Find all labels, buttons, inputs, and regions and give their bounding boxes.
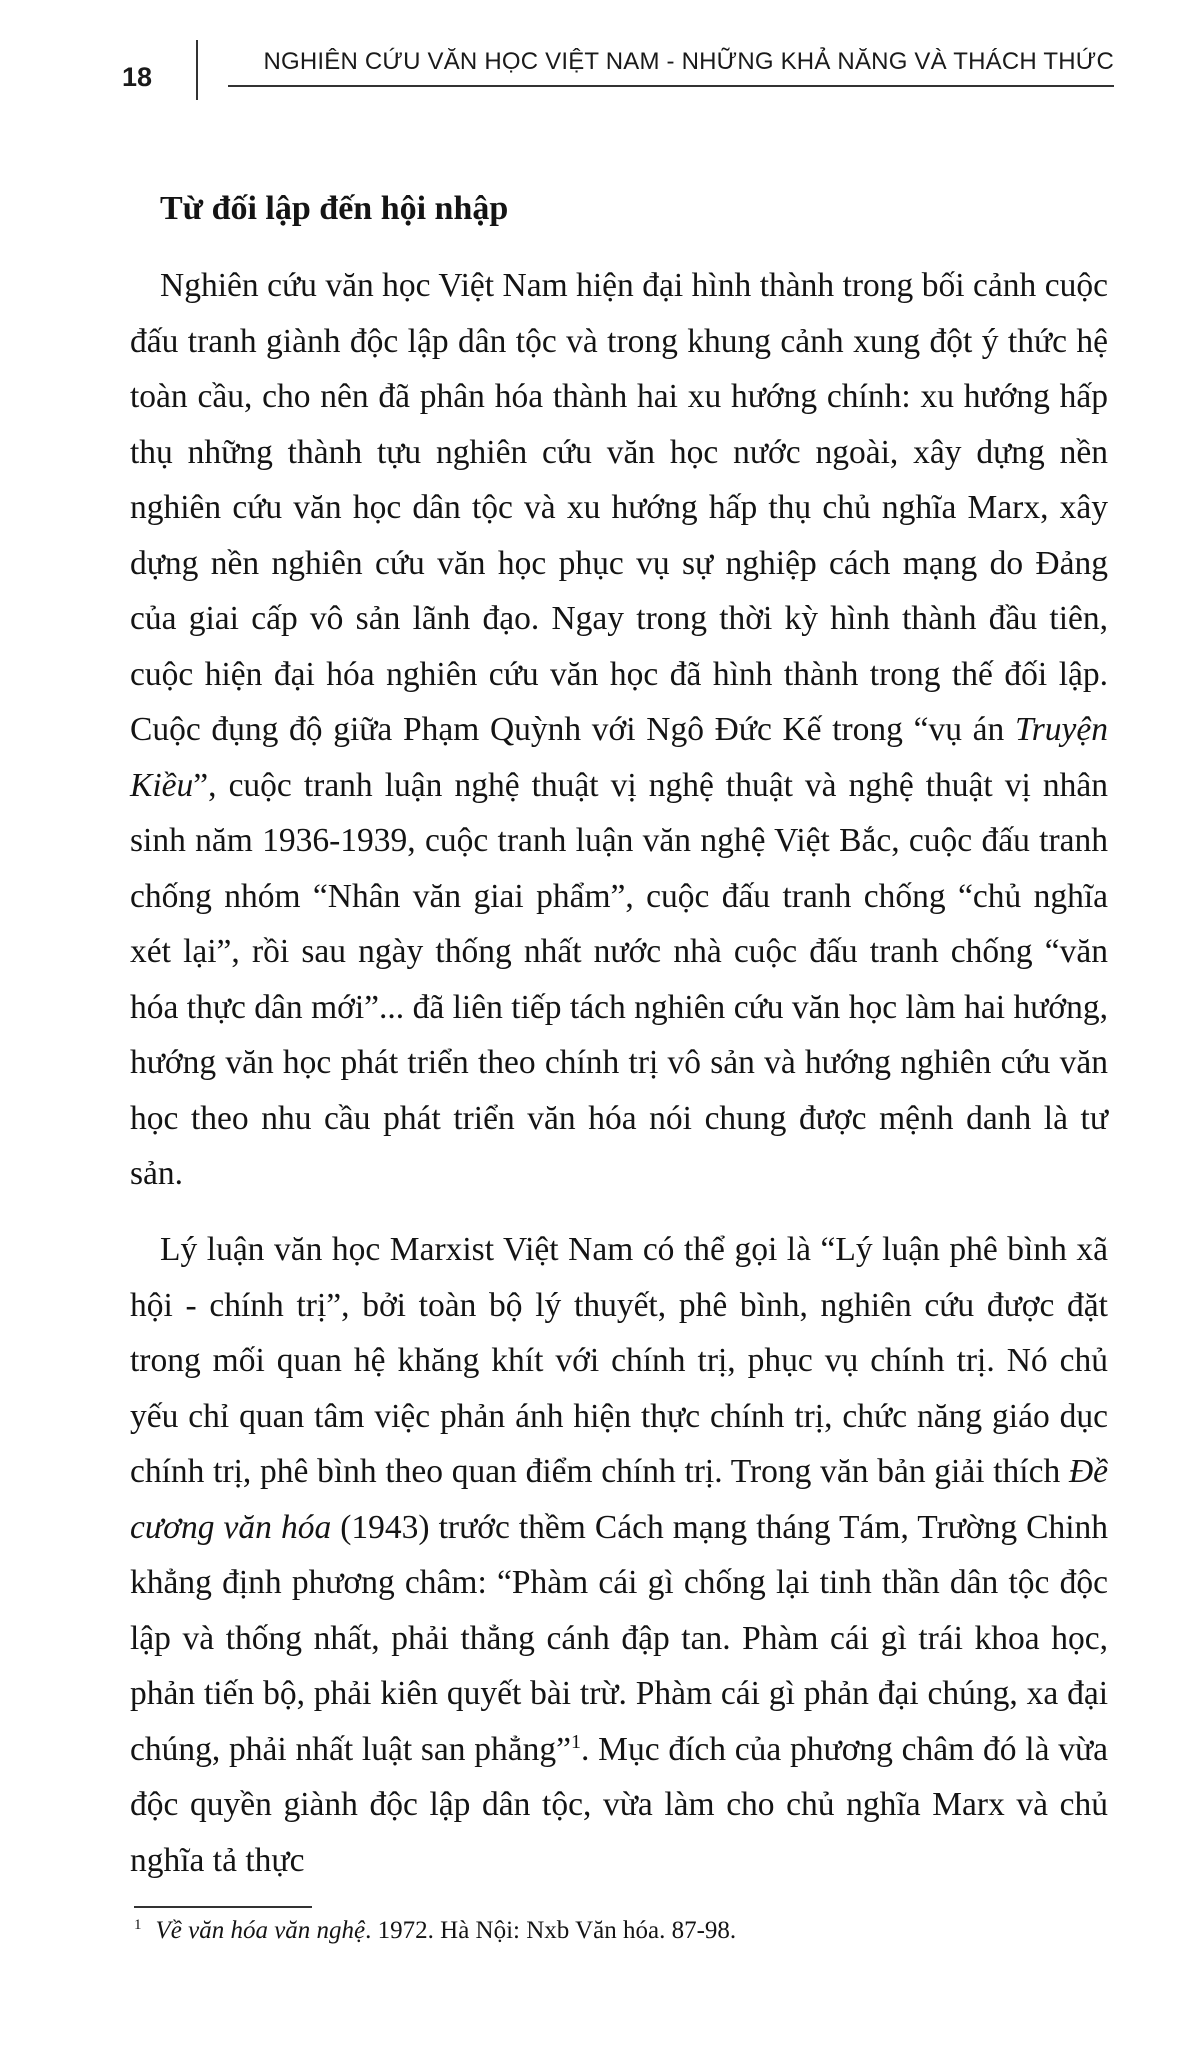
section-heading: Từ đối lập đến hội nhập xyxy=(160,190,509,227)
footnote xyxy=(134,1914,736,1948)
header-rule xyxy=(228,85,1114,87)
footnote-separator xyxy=(134,1906,312,1908)
italic-title: Đề cương văn hóa xyxy=(130,1453,1108,1546)
paragraph-text: Lý luận văn học Marxist Việt Nam có thể gọi là “Lý luận phê bình xã hội - chính trị”, bởi toàn bộ lý thuyết, phê bình, nghiên cứu được đặt trong mối quan hệ khăng khít với chính trị, phục vụ chính trị. Nó chủ yếu chỉ quan tâm việc phản ánh hiện thực chính trị, chức năng giáo dục chính trị, phê bình theo quan điểm chính trị. Trong văn bản giải thích xyxy=(130,1231,1108,1490)
italic-title: Truyện Kiều xyxy=(130,711,1108,804)
footnote-reference[interactable]: 1 xyxy=(571,1730,582,1753)
page-number: 18 xyxy=(122,62,153,92)
paragraph-text: Nghiên cứu văn học Việt Nam hiện đại hình thành trong bối cảnh cuộc đấu tranh giành độc lập dân tộc và trong khung cảnh xung đột ý thức hệ toàn cầu, cho nên đã phân hóa thành hai xu hướng chính: xu hướng hấp thụ những thành tựu nghiên cứu văn học nước ngoài, xây dựng nền nghiên cứu văn học dân tộc và xu hướng hấp thụ chủ nghĩa Marx, xây dựng nền nghiên cứu văn học phục vụ sự nghiệp cách mạng do Đảng của giai cấp vô sản lãnh đạo. Ngay trong thời kỳ hình thành đầu tiên, cuộc hiện đại hóa nghiên cứu văn học đã hình thành trong thế đối lập. Cuộc đụng độ giữa Phạm Quỳnh với Ngô Đức Kế trong “vụ án xyxy=(130,267,1108,748)
footnote-number: 1 xyxy=(134,1916,142,1933)
footnote-text: . 1972. Hà Nội: Nxb Văn hóa. 87-98. xyxy=(365,1917,737,1944)
header-divider xyxy=(196,40,198,100)
paragraph-text: . Mục đích của phương châm đó là vừa độc quyền giành độc lập dân tộc, vừa làm cho chủ nghĩa Marx và chủ nghĩa tả thực xyxy=(130,1730,1108,1879)
paragraph-text: (1943) trước thềm Cách mạng tháng Tám, Trường Chinh khẳng định phương châm: “Phàm cái gì chống lại tinh thần dân tộc độc lập và thống nhất, phải thẳng cánh đập tan. Phàm cái gì trái khoa học, phản tiến bộ, phải kiên quyết bài trừ. Phàm cái gì phản đại chúng, xa đại chúng, phải nhất luật san phẳng” xyxy=(130,1508,1109,1768)
paragraph-2 xyxy=(130,1222,1108,1888)
paragraph-text: ”, cuộc tranh luận nghệ thuật vị nghệ thuật và nghệ thuật vị nhân sinh năm 1936-1939, cuộc tranh luận văn nghệ Việt Bắc, cuộc đấu tranh chống nhóm “Nhân văn giai phẩm”, cuộc đấu tranh chống “chủ nghĩa xét lại”, rồi sau ngày thống nhất nước nhà cuộc đấu tranh chống “văn hóa thực dân mới”... đã liên tiếp tách nghiên cứu văn học làm hai hướng, hướng văn học phát triển theo chính trị vô sản và hướng nghiên cứu văn học theo nhu cầu phát triển văn hóa nói chung được mệnh danh là tư sản. xyxy=(130,766,1108,1192)
paragraph-1 xyxy=(130,258,1108,1202)
running-title: NGHIÊN CỨU VĂN HỌC VIỆT NAM - NHỮNG KHẢ NĂNG VÀ THÁCH THỨC xyxy=(263,48,1114,75)
footnote-title: Về văn hóa văn nghệ xyxy=(155,1917,366,1944)
